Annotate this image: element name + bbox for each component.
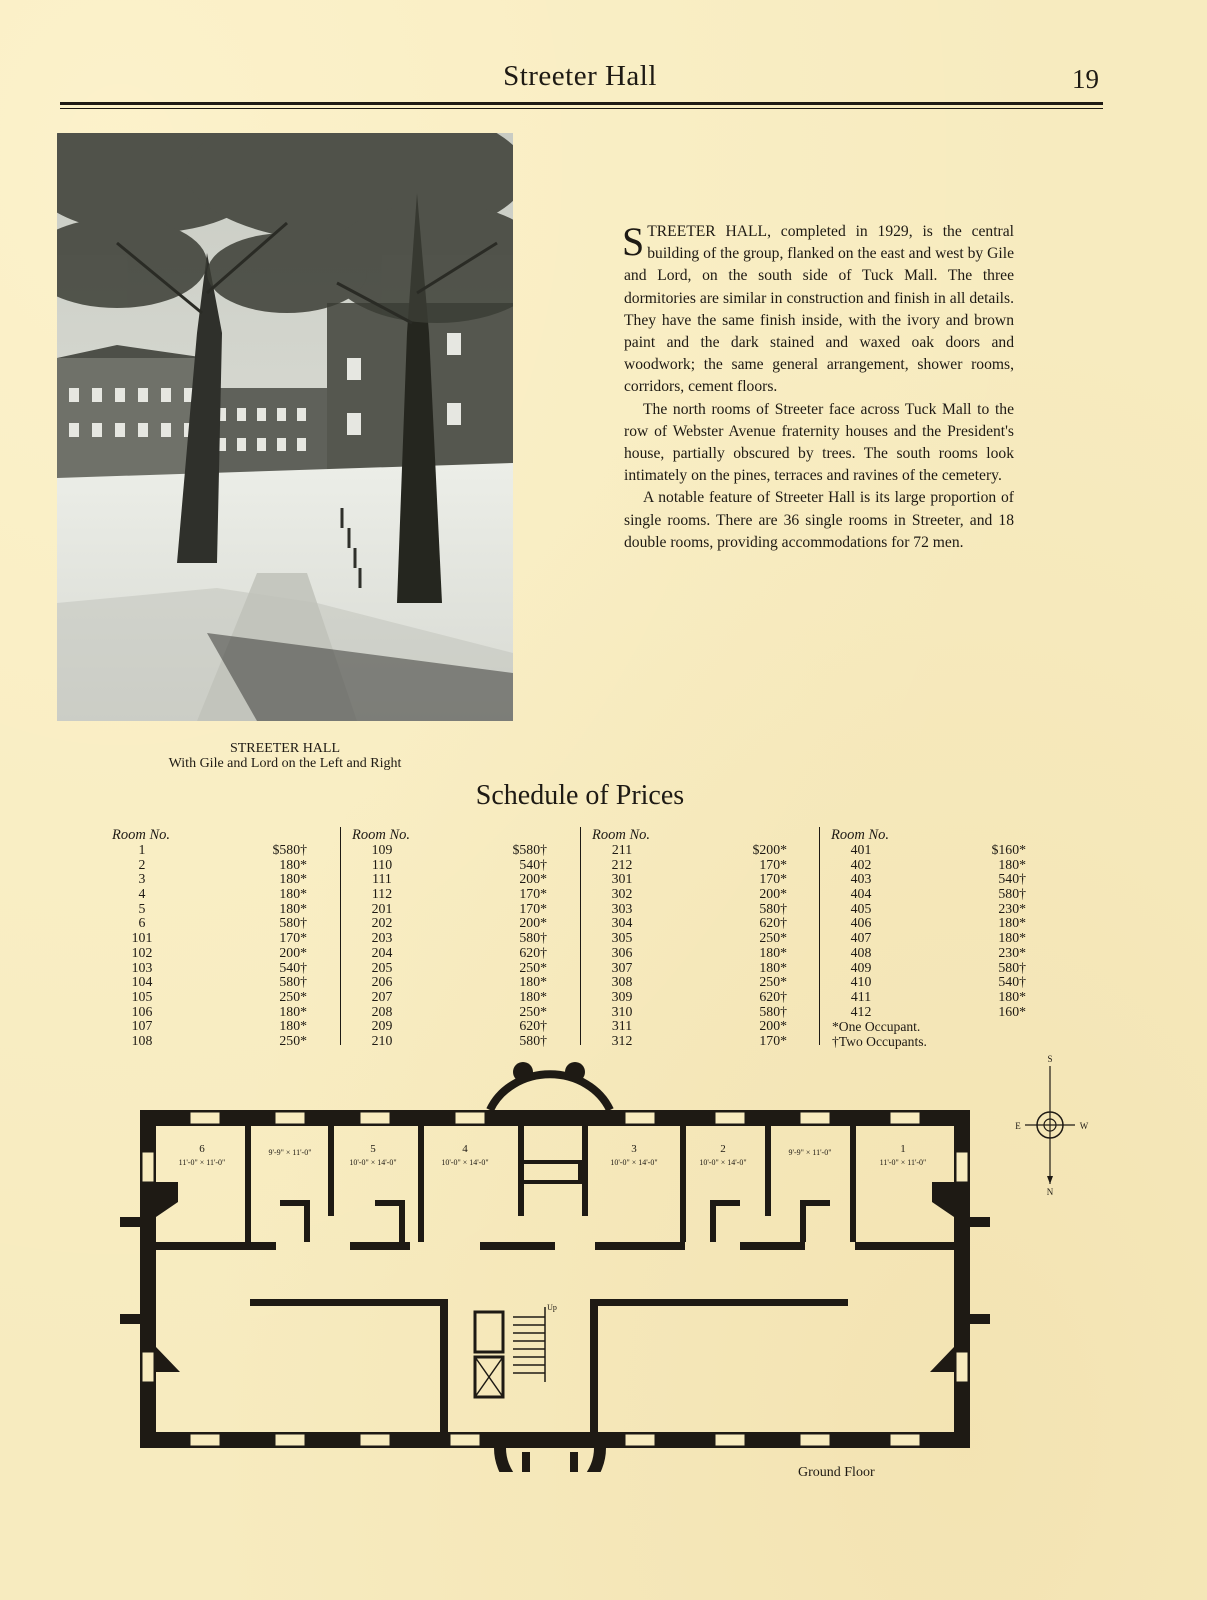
price-row [592, 858, 817, 873]
room-number: 6 [138, 915, 146, 931]
price-row [352, 1019, 577, 1034]
price-row [352, 902, 577, 917]
room-price: 250* [759, 930, 787, 946]
price-row [112, 961, 337, 976]
room-number: 302 [611, 886, 633, 902]
price-row [831, 858, 1056, 873]
price-row [592, 975, 817, 990]
room-number: 301 [611, 871, 633, 887]
room-number: 104 [131, 974, 153, 990]
note-two-occupants: †Two Occupants. [832, 1034, 927, 1049]
room-number: 3 [631, 1143, 637, 1155]
compass-icon [1010, 1052, 1090, 1202]
page-title: Streeter Hall [503, 60, 657, 92]
price-row [112, 1034, 337, 1049]
page-number: 19 [1072, 64, 1099, 94]
room-number: 411 [850, 988, 872, 1004]
price-row [831, 946, 1056, 961]
room-number: 5 [370, 1143, 376, 1155]
room-number: 201 [371, 900, 393, 916]
price-row [831, 887, 1056, 902]
price-row [592, 872, 817, 887]
intro-paragraph-1-text: TREETER HALL, completed in 1929, is the central building of the group, flanked on the east and west by Gile and Lord, on the south side of Tuck Mall. The three dormitories are similar in construction and finish in all details. They have the same finish inside, with the ivory and brown paint and the dark stained and waxed oak doors and woodwork; the same general arrangement, shower rooms, corridors, cement floors. [624, 223, 1014, 396]
room-number: 405 [850, 900, 872, 916]
room-price: 200* [519, 871, 547, 887]
price-row [352, 946, 577, 961]
price-rows [112, 843, 337, 1049]
room-price: 230* [998, 944, 1026, 960]
price-row [831, 916, 1056, 931]
room-price: 170* [519, 900, 547, 916]
room-number: 202 [371, 915, 393, 931]
room-number: 102 [131, 944, 153, 960]
price-row [352, 1005, 577, 1020]
price-row [352, 961, 577, 976]
caption-subtitle: With Gile and Lord on the Left and Right [168, 756, 402, 771]
price-row [592, 1005, 817, 1020]
room-price: 180* [998, 988, 1026, 1004]
price-row [831, 902, 1056, 917]
room-price: 250* [279, 1032, 307, 1048]
price-row [352, 990, 577, 1005]
room-dims: 11'-0" × 11'-0" [879, 1158, 927, 1167]
room-number: 212 [611, 856, 633, 872]
room-price: 580† [279, 915, 307, 931]
price-row [592, 946, 817, 961]
room-price: 620† [519, 944, 547, 960]
intro-paragraph-2: The north rooms of Streeter face across Tuck Mall to the row of Webster Avenue fraternity houses and the President's house, partially obscured by trees. The south rooms look intimately on the pines, terraces and ravines of the cemetery. [624, 400, 1014, 485]
room-price: 180* [279, 856, 307, 872]
room-number: 112 [371, 886, 393, 902]
price-row [592, 902, 817, 917]
price-column-4 [831, 828, 1056, 1046]
room-price: 180* [998, 856, 1026, 872]
price-row [831, 1005, 1056, 1020]
room-price: 180* [519, 988, 547, 1004]
price-rows [831, 843, 1056, 1019]
room-price: 620† [759, 988, 787, 1004]
room-dims: 9'-9" × 11'-0" [788, 1148, 832, 1157]
room-number: 1 [900, 1143, 906, 1155]
price-row [831, 931, 1056, 946]
compass-n: N [1046, 1187, 1054, 1197]
price-row [352, 975, 577, 990]
room-number: 403 [850, 871, 872, 887]
intro-paragraph-1 [624, 221, 1014, 399]
room-number: 408 [850, 944, 872, 960]
room-number: 409 [850, 959, 872, 975]
price-row [592, 990, 817, 1005]
room-price: 580† [998, 886, 1026, 902]
room-number: 412 [850, 1003, 872, 1019]
room-number: 3 [138, 871, 146, 887]
intro-paragraph-3: A notable feature of Streeter Hall is its large proportion of single rooms. There are 36 single rooms in Streeter, and 18 double rooms, providing accommodations for 72 men. [624, 489, 1014, 551]
column-header: Room No. [352, 827, 410, 843]
room-price: $580† [272, 842, 307, 857]
room-price: 540† [998, 871, 1026, 887]
price-row [112, 1019, 337, 1034]
room-number: 406 [850, 915, 872, 931]
room-number: 310 [611, 1003, 633, 1019]
room-price: 580† [759, 900, 787, 916]
room-number: 204 [371, 944, 393, 960]
room-number: 207 [371, 988, 393, 1004]
column-divider [340, 827, 341, 1045]
room-price: 160* [998, 1003, 1026, 1019]
room-price: 170* [279, 930, 307, 946]
price-row [831, 961, 1056, 976]
room-price: 180* [279, 900, 307, 916]
room-number: 4 [138, 886, 146, 902]
price-row [112, 975, 337, 990]
room-dims: 9'-9" × 11'-0" [268, 1148, 312, 1157]
room-price: 540† [519, 856, 547, 872]
room-number: 308 [611, 974, 633, 990]
floor-plan [120, 1052, 990, 1477]
room-dims: 10'-0" × 14'-0" [441, 1158, 489, 1167]
room-number: 402 [850, 856, 872, 872]
price-column-2 [352, 828, 577, 1046]
column-divider [819, 827, 820, 1045]
price-row [112, 858, 337, 873]
price-row [592, 931, 817, 946]
room-number: 306 [611, 944, 633, 960]
intro-text [624, 221, 1014, 554]
room-price: 180* [279, 1003, 307, 1019]
room-price: 250* [519, 959, 547, 975]
column-header: Room No. [592, 827, 650, 843]
room-price: 170* [759, 1032, 787, 1048]
room-number: 309 [611, 988, 633, 1004]
price-row [352, 1034, 577, 1049]
room-price: 620† [759, 915, 787, 931]
room-price: $160* [991, 842, 1026, 857]
room-price: 170* [759, 871, 787, 887]
header-rule-thin [60, 108, 1103, 109]
room-number: 407 [850, 930, 872, 946]
room-price: $200* [752, 842, 787, 857]
room-number: 206 [371, 974, 393, 990]
price-row [352, 931, 577, 946]
room-price: 200* [759, 886, 787, 902]
room-number: 312 [611, 1032, 633, 1048]
caption-title: STREETER HALL [229, 741, 341, 756]
room-price: 230* [998, 900, 1026, 916]
room-price: 580† [519, 930, 547, 946]
room-number: 106 [131, 1003, 153, 1019]
room-number: 105 [131, 988, 153, 1004]
price-row [352, 858, 577, 873]
price-column-1 [112, 828, 337, 1046]
room-price: 580† [279, 974, 307, 990]
room-price: 180* [759, 959, 787, 975]
price-row [352, 843, 577, 858]
room-number: 304 [611, 915, 633, 931]
price-row [831, 990, 1056, 1005]
room-number: 305 [611, 930, 633, 946]
room-price: 250* [519, 1003, 547, 1019]
room-price: 580† [519, 1032, 547, 1048]
room-number: 410 [850, 974, 872, 990]
drop-cap: S [622, 219, 645, 264]
price-row [112, 887, 337, 902]
room-number: 6 [199, 1143, 205, 1155]
price-row [592, 887, 817, 902]
column-header: Room No. [112, 827, 170, 843]
streeter-hall-photo [57, 133, 513, 721]
room-dims: 10'-0" × 14'-0" [610, 1158, 658, 1167]
photo-caption [120, 741, 450, 771]
room-number: 1 [138, 842, 146, 857]
price-row [592, 961, 817, 976]
room-price: 180* [519, 974, 547, 990]
occupancy-notes [832, 1019, 927, 1049]
room-number: 210 [371, 1032, 393, 1048]
room-price: 200* [279, 944, 307, 960]
room-number: 109 [371, 842, 393, 857]
price-row [592, 916, 817, 931]
room-number: 110 [371, 856, 393, 872]
room-price: 180* [279, 886, 307, 902]
price-row [352, 916, 577, 931]
price-row [112, 916, 337, 931]
compass-e: E [1015, 1121, 1021, 1131]
room-price: 180* [279, 871, 307, 887]
room-price: $580† [512, 842, 547, 857]
room-number: 2 [138, 856, 146, 872]
price-rows [352, 843, 577, 1049]
room-number: 103 [131, 959, 153, 975]
room-price: 620† [519, 1018, 547, 1034]
room-number: 303 [611, 900, 633, 916]
price-row [112, 902, 337, 917]
room-number: 203 [371, 930, 393, 946]
price-row [352, 872, 577, 887]
room-number: 209 [371, 1018, 393, 1034]
price-row [112, 843, 337, 858]
room-number: 307 [611, 959, 633, 975]
room-number: 5 [138, 900, 146, 916]
price-row [592, 843, 817, 858]
column-divider [580, 827, 581, 1045]
room-price: 580† [759, 1003, 787, 1019]
price-column-3 [592, 828, 817, 1046]
price-row [831, 975, 1056, 990]
price-row [831, 872, 1056, 887]
room-dims: 10'-0" × 14'-0" [699, 1158, 747, 1167]
header-rule [60, 102, 1103, 105]
room-number: 107 [131, 1018, 153, 1034]
price-row [112, 931, 337, 946]
room-number: 2 [720, 1143, 726, 1155]
price-row [112, 990, 337, 1005]
schedule-title: Schedule of Prices [475, 780, 685, 811]
room-price: 180* [998, 930, 1026, 946]
room-number: 205 [371, 959, 393, 975]
price-row [592, 1034, 817, 1049]
price-row [831, 843, 1056, 858]
room-price: 540† [998, 974, 1026, 990]
price-row [592, 1019, 817, 1034]
compass-w: W [1079, 1121, 1089, 1131]
room-dims: 10'-0" × 14'-0" [349, 1158, 397, 1167]
price-row [112, 1005, 337, 1020]
room-price: 170* [759, 856, 787, 872]
room-number: 211 [611, 842, 633, 857]
room-price: 180* [279, 1018, 307, 1034]
note-one-occupant: *One Occupant. [832, 1019, 921, 1034]
room-number: 311 [611, 1018, 633, 1034]
room-price: 200* [759, 1018, 787, 1034]
compass-s: S [1047, 1054, 1053, 1064]
price-rows [592, 843, 817, 1049]
room-price: 540† [279, 959, 307, 975]
stair-label: Up [547, 1303, 557, 1312]
room-price: 180* [759, 944, 787, 960]
room-price: 200* [519, 915, 547, 931]
room-number: 4 [462, 1143, 468, 1155]
room-number: 101 [131, 930, 153, 946]
price-row [352, 887, 577, 902]
room-number: 401 [850, 842, 872, 857]
column-header: Room No. [831, 827, 889, 843]
room-dims: 11'-0" × 11'-0" [178, 1158, 226, 1167]
room-number: 208 [371, 1003, 393, 1019]
room-price: 180* [998, 915, 1026, 931]
room-price: 580† [998, 959, 1026, 975]
room-number: 111 [372, 871, 392, 887]
room-number: 108 [131, 1032, 153, 1048]
price-row [112, 946, 337, 961]
room-price: 170* [519, 886, 547, 902]
room-price: 250* [279, 988, 307, 1004]
room-number: 404 [850, 886, 872, 902]
price-row [112, 872, 337, 887]
room-price: 250* [759, 974, 787, 990]
floor-plan-label: Ground Floor [798, 1465, 875, 1480]
